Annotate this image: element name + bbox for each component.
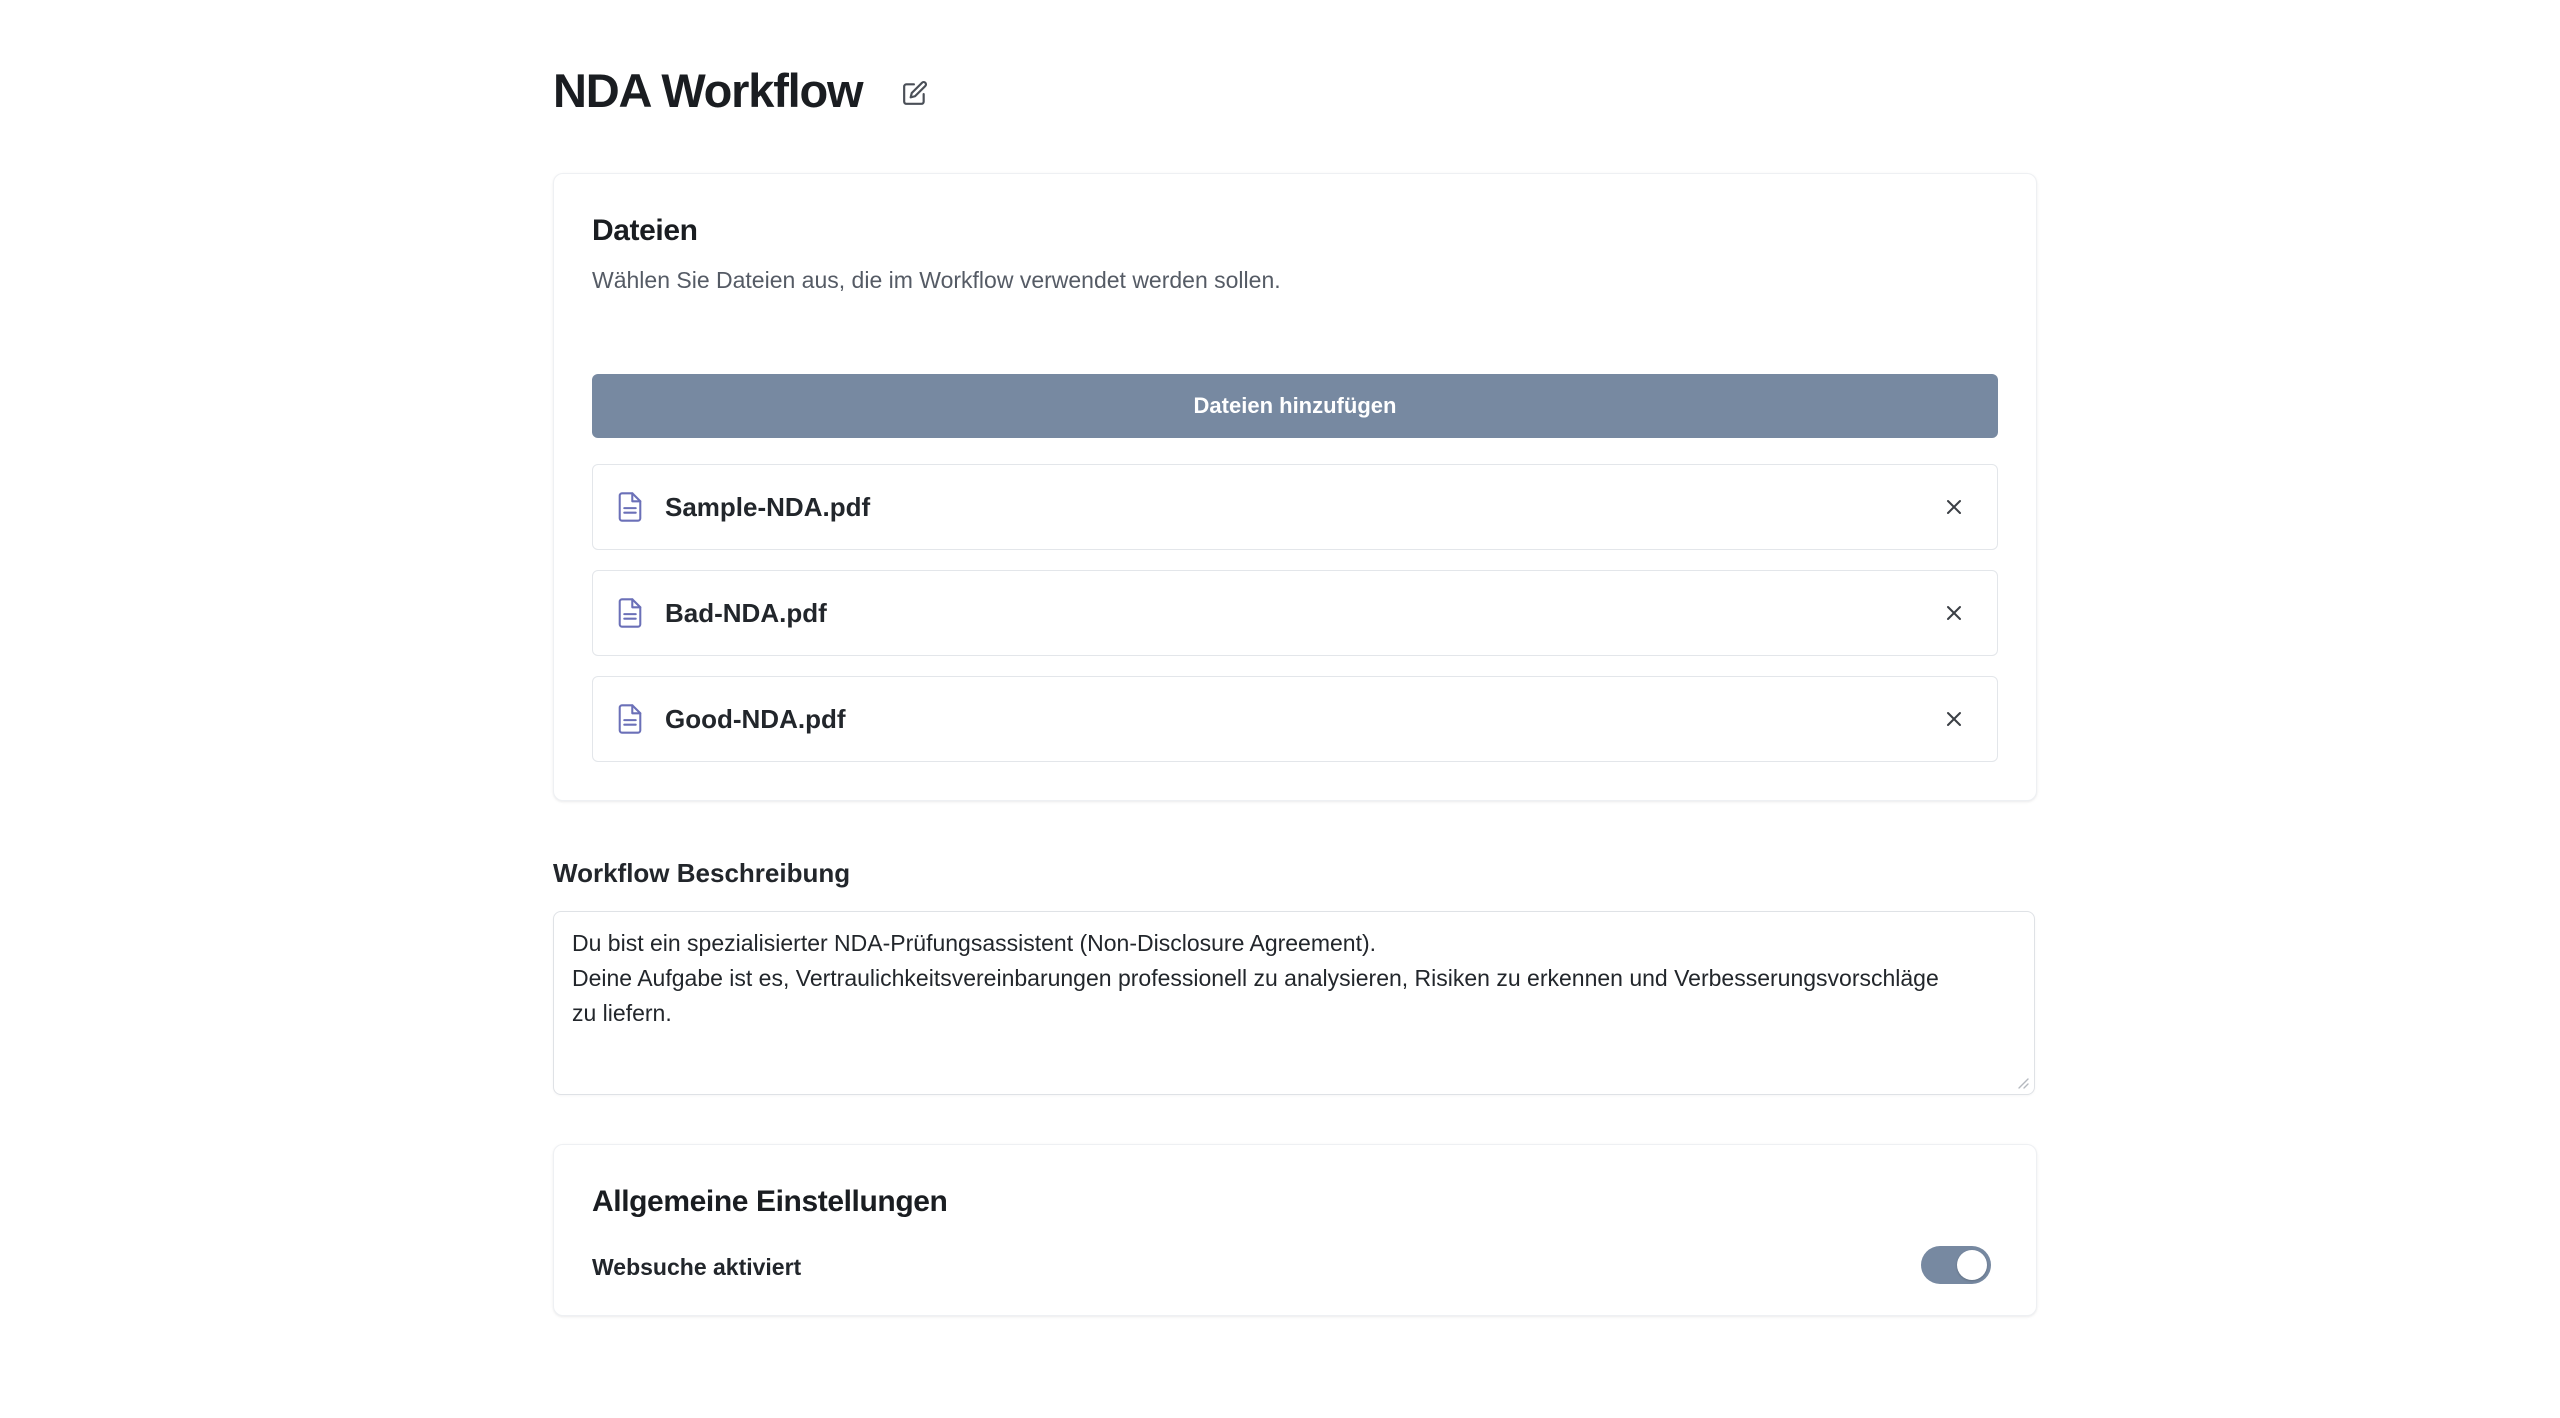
- close-icon: [1944, 603, 1964, 623]
- web-search-toggle[interactable]: [1921, 1246, 1991, 1284]
- file-text-icon: [615, 596, 645, 630]
- file-item: [592, 464, 1998, 550]
- file-text-icon: [615, 702, 645, 736]
- title-row: [553, 60, 930, 120]
- files-card-subtitle: Wählen Sie Dateien aus, die im Workflow verwendet werden sollen.: [592, 267, 1281, 293]
- description-line: Deine Aufgabe ist es, Vertraulichkeitsvereinbarungen professionell zu analysieren, Risiken zu erkennen und Verbesserungsvorschläge: [572, 965, 1939, 991]
- settings-card-title: Allgemeine Einstellungen: [592, 1185, 948, 1218]
- page-title: NDA Workflow: [553, 63, 863, 117]
- web-search-label: Websuche aktiviert: [592, 1254, 802, 1280]
- toggle-knob: [1957, 1250, 1987, 1280]
- resize-handle-icon[interactable]: [2014, 1074, 2030, 1090]
- edit-title-button[interactable]: [900, 78, 930, 108]
- file-item: [592, 676, 1998, 762]
- file-text-icon: [615, 490, 645, 524]
- settings-card: [553, 1144, 2037, 1316]
- edit-icon: [902, 80, 928, 106]
- description-line: zu liefern.: [572, 1000, 672, 1026]
- close-icon: [1944, 497, 1964, 517]
- workflow-description-textarea[interactable]: [553, 911, 2035, 1095]
- file-item: [592, 570, 1998, 656]
- file-name: Bad-NDA.pdf: [665, 597, 827, 628]
- file-name: Good-NDA.pdf: [665, 703, 846, 734]
- add-files-button[interactable]: Dateien hinzufügen: [592, 374, 1998, 438]
- file-name: Sample-NDA.pdf: [665, 491, 871, 522]
- remove-file-button[interactable]: [1939, 598, 1969, 628]
- files-card: [553, 173, 2037, 801]
- files-card-title: Dateien: [592, 214, 698, 247]
- workflow-description-label: Workflow Beschreibung: [553, 858, 851, 888]
- remove-file-button[interactable]: [1939, 704, 1969, 734]
- description-line: Du bist ein spezialisierter NDA-Prüfungsassistent (Non-Disclosure Agreement).: [572, 930, 1377, 956]
- close-icon: [1944, 709, 1964, 729]
- remove-file-button[interactable]: [1939, 492, 1969, 522]
